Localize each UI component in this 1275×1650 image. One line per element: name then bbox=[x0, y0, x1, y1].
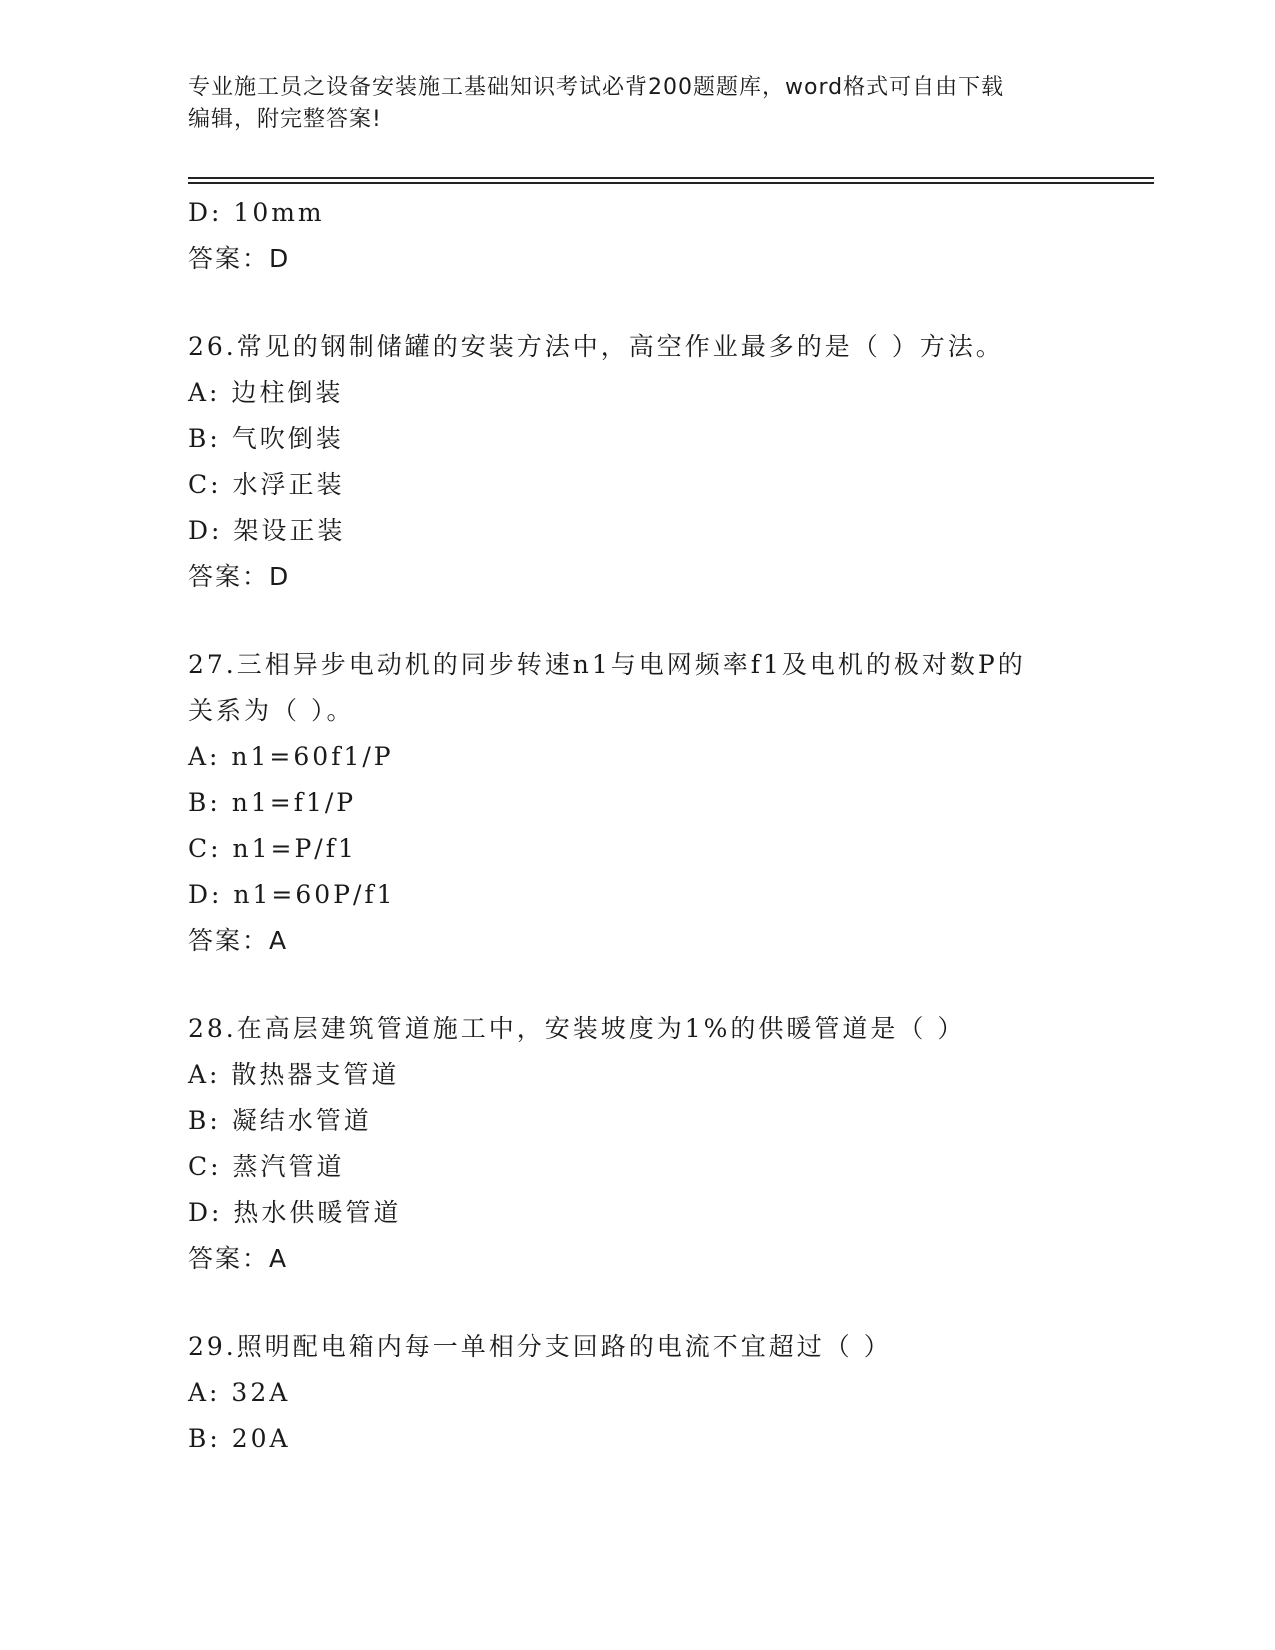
option-a: A: 32A bbox=[188, 1378, 291, 1407]
option-d: D: 架设正装 bbox=[188, 516, 346, 545]
option-b: B: 20A bbox=[188, 1424, 291, 1453]
option-a: A: n1=60f1/P bbox=[188, 742, 394, 771]
question-29 bbox=[188, 1324, 1088, 1462]
question-partial bbox=[188, 190, 1088, 282]
question-stem: 29.照明配电箱内每一单相分支回路的电流不宜超过（ ） bbox=[188, 1332, 892, 1361]
option-c: C: 蒸汽管道 bbox=[188, 1152, 345, 1181]
answer: 答案：A bbox=[188, 1244, 289, 1273]
option-b: B: n1=f1/P bbox=[188, 788, 357, 817]
answer: 答案：A bbox=[188, 926, 289, 955]
document-body bbox=[188, 190, 1088, 1462]
header-rule-top bbox=[188, 177, 1154, 179]
option-a: A: 边柱倒装 bbox=[188, 378, 344, 407]
option-b: B: 气吹倒装 bbox=[188, 424, 344, 453]
answer: 答案：D bbox=[188, 562, 291, 591]
option-c: C: 水浮正装 bbox=[188, 470, 345, 499]
option-b: B: 凝结水管道 bbox=[188, 1106, 372, 1135]
option-a: A: 散热器支管道 bbox=[188, 1060, 400, 1089]
question-stem: 28.在高层建筑管道施工中，安装坡度为1%的供暖管道是（ ） bbox=[188, 1014, 966, 1043]
option-d: D: n1=60P/f1 bbox=[188, 880, 396, 909]
question-26 bbox=[188, 324, 1088, 600]
option-c: C: n1=P/f1 bbox=[188, 834, 357, 863]
question-27 bbox=[188, 642, 1088, 964]
question-stem: 26.常见的钢制储罐的安装方法中，高空作业最多的是（ ）方法。 bbox=[188, 332, 1004, 361]
header-line-2: 编辑，附完整答案! bbox=[188, 107, 382, 132]
answer: 答案：D bbox=[188, 244, 291, 273]
question-stem-line-1: 27.三相异步电动机的同步转速n1与电网频率f1及电机的极对数P的 bbox=[188, 650, 1026, 679]
header-rule-bottom bbox=[188, 182, 1154, 184]
option-d: D: 热水供暖管道 bbox=[188, 1198, 402, 1227]
option-d: D: 10mm bbox=[188, 198, 325, 227]
question-stem-line-2: 关系为（ ）。 bbox=[188, 696, 355, 725]
question-28 bbox=[188, 1006, 1088, 1282]
document-header bbox=[188, 72, 1088, 136]
header-line-1: 专业施工员之设备安装施工基础知识考试必背200题题库，word格式可自由下载 bbox=[188, 75, 1005, 100]
